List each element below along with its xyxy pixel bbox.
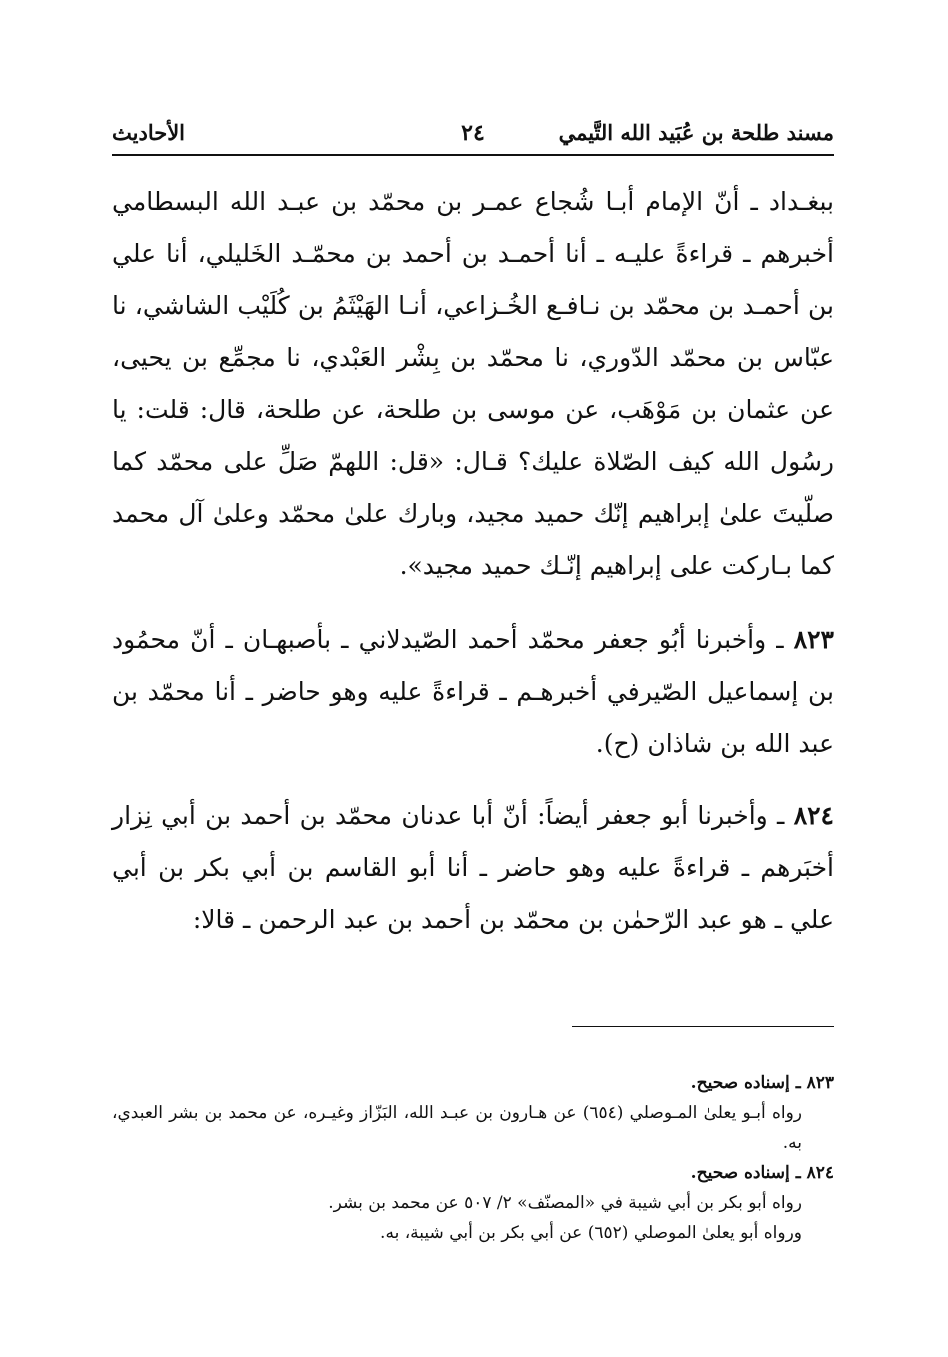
hadith-text: ـ وأخبرنا أبو جعفر أيضاً: أنّ أبا عدنان محمّد بن أحمد بن أبي نِزار أخبَرهم ـ قراءةً عليه وهو حاضر ـ أنا أبو القاسم بن أبي بكر بن أبي علي ـ هو عبد الرّحمٰن بن محمّد بن أحمد بن عبد الرحمن ـ قالا: [112, 801, 834, 934]
hadith-number: ٨٢٣ [793, 625, 834, 654]
hadith-text: ـ وأخبرنا أبُو جعفر محمّد أحمد الصّيدلاني ـ بأصبهـان ـ أنّ محمُود بن إسماعيل الصّيرفي أخبرهـم ـ قراءةً عليه وهو حاضر ـ أنا محمّد بن عبد الله بن شاذان (ح). [112, 625, 834, 758]
main-text [112, 176, 834, 966]
hadith-823 [112, 614, 834, 770]
footnote-824-line-2: ورواه أبو يعلىٰ الموصلي (٦٥٢) عن أبي بكر بن أبي شيبة، به. [380, 1223, 802, 1243]
page-header [112, 120, 834, 156]
footnote-823-heading: ٨٢٣ ـ إسناده صحيح. [690, 1073, 834, 1093]
footnote-823-text: رواه أبـو يعلىٰ المـوصلي (٦٥٤) عن هـارون بن عبـد الله، البَزّاز وغيـره، عن محمد بن بشر العبدي، به. [112, 1103, 802, 1153]
page-number: ٢٤ [461, 120, 485, 146]
hadith-824 [112, 790, 834, 946]
header-divider [112, 154, 834, 156]
paragraph-continuation: ببغـداد ـ أنّ الإمام أبـا شُجاع عمـر بن محمّد بن عبـد الله البسطامي أخبرهم ـ قراءةً عليـه ـ أنا أحمـد بن أحمد بن محمّـد الخَليلي، أنا علي بن أحمـد بن محمّد بن نـافـع الخُـزاعي، أنـا الهَيْثَمُ بن كُلَيْب الشاشي، نا عبّاس بن محمّد الدّوري، نا محمّد بن بِشْر العَبْدي، نا مجمِّع بن يحيى، عن عثمان بن مَوْهَب، عن موسى بن طلحة، عن طلحة، قال: قلت: يا رسُول الله كيف الصّلاة عليك؟ قـال: «قل: اللهمّ صَلِّ على محمّد كما صلّيتَ علىٰ إبراهيم إنّك حميد مجيد، وبارك علىٰ محمّد وعلىٰ آل محمد كما بـاركت على إبراهيم إنّـك حميد مجيد». [112, 187, 834, 580]
footnotes [112, 1068, 834, 1248]
hadith-number: ٨٢٤ [793, 801, 834, 830]
running-title: مسند طلحة بن عُبَيد الله التَّيمي [558, 120, 834, 145]
footnote-divider [572, 1026, 834, 1027]
footnote-824-line-1: رواه أبو بكر بن أبي شيبة في «المصنّف» ٢/ ٥٠٧ عن محمد بن بشر. [328, 1193, 802, 1213]
footnote-824-heading: ٨٢٤ ـ إسناده صحيح. [690, 1163, 834, 1183]
section-title: الأحاديث [112, 120, 186, 145]
